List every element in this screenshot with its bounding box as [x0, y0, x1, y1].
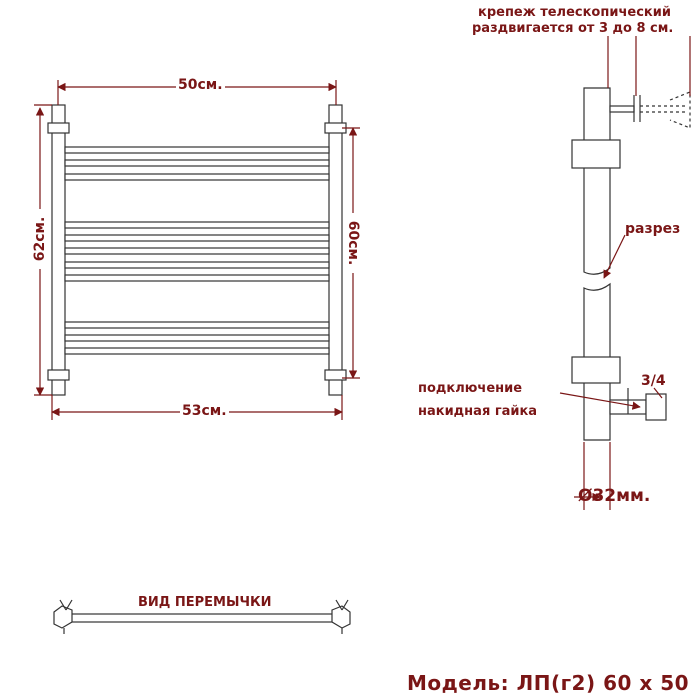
jumper-title: ВИД ПЕРЕМЫЧКИ: [138, 595, 272, 610]
bracket-bottom-left: [48, 370, 69, 380]
left-pipe: [52, 105, 65, 395]
top-width-label: 50см.: [178, 77, 223, 93]
bottom-width-label: 53см.: [182, 403, 227, 419]
jumper-nut-left: [54, 606, 72, 628]
model-label: Модель: ЛП(г2) 60 x 50: [407, 671, 690, 695]
side-view: [572, 88, 690, 440]
rungs-bottom: [65, 322, 329, 354]
jumper-bar: [66, 614, 338, 622]
telescopic-rod: [610, 106, 634, 112]
section-label: разрез: [625, 221, 681, 237]
union-nut: [646, 394, 666, 420]
connection-label-line2: накидная гайка: [418, 404, 538, 419]
diameter-label: Ø32мм.: [578, 486, 651, 506]
left-height-label: 62см.: [33, 209, 47, 269]
side-bracket-top: [572, 140, 620, 168]
right-height-label: 60см.: [346, 213, 360, 273]
mount-note-line1: крепеж телескопический: [478, 5, 671, 20]
mount-note-line2: раздвигается от 3 до 8 см.: [472, 21, 674, 36]
rungs-middle: [65, 222, 329, 281]
right-pipe: [329, 105, 342, 395]
connection-label-line1: подключение: [418, 381, 523, 396]
side-bracket-bottom: [572, 357, 620, 383]
rungs-top: [65, 147, 329, 180]
bracket-top-left: [48, 123, 69, 133]
thread-label: 3/4: [641, 373, 666, 389]
front-view: [48, 105, 346, 395]
side-pipe-upper: [584, 88, 610, 274]
